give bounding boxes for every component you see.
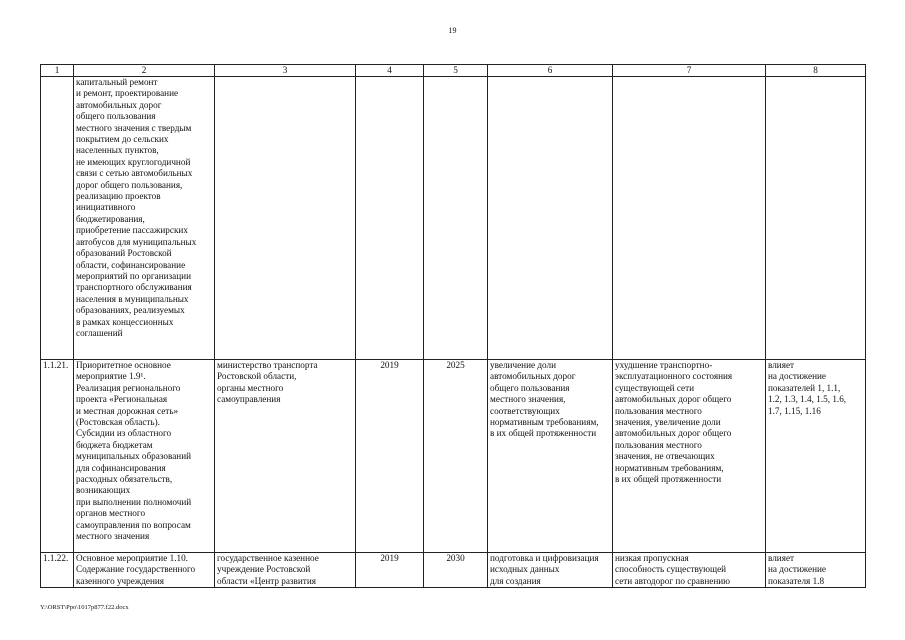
consequence: ухудшение транспортно- эксплуатационного состояния существующей сети автомобильных дорог общего пользования местного значения, увеличение доли автомобильных дорог общего пользования местного значения, не отвечающих нормативным требованиям, в их общей протяженности bbox=[613, 360, 766, 553]
consequence bbox=[613, 77, 766, 360]
column-number: 5 bbox=[424, 65, 488, 77]
end-year: 2025 bbox=[424, 360, 488, 553]
activity-name: Основное мероприятие 1.10. Содержание государственного казенного учреждения bbox=[74, 553, 215, 588]
document-file-path: Y:\ORST\Ppo\1017p877.f22.docx bbox=[40, 604, 129, 611]
column-number-row bbox=[41, 65, 866, 77]
column-number: 3 bbox=[215, 65, 356, 77]
activities-table bbox=[40, 64, 866, 588]
expected-result: увеличение доли автомобильных дорог общего пользования местного значения, соответствующих нормативным требованиям, в их общей протяженности bbox=[488, 360, 613, 553]
page-number: 19 bbox=[448, 26, 457, 35]
indicator-link bbox=[766, 77, 866, 360]
table-row bbox=[41, 77, 866, 360]
executor: государственное казенное учреждение Ростовской области «Центр развития bbox=[215, 553, 356, 588]
expected-result bbox=[488, 77, 613, 360]
expected-result: подготовка и цифровизация исходных данных для создания bbox=[488, 553, 613, 588]
indicator-link: влияет на достижение показателя 1.8 bbox=[766, 553, 866, 588]
start-year: 2019 bbox=[356, 553, 424, 588]
column-number: 2 bbox=[74, 65, 215, 77]
column-number: 1 bbox=[41, 65, 74, 77]
end-year: 2030 bbox=[424, 553, 488, 588]
row-number: 1.1.21. bbox=[41, 360, 74, 553]
table-row bbox=[41, 553, 866, 588]
indicator-link: влияет на достижение показателей 1, 1.1, 1.2, 1.3, 1.4, 1.5, 1.6, 1.7, 1.15, 1.16 bbox=[766, 360, 866, 553]
executor bbox=[215, 77, 356, 360]
start-year: 2019 bbox=[356, 360, 424, 553]
column-number: 8 bbox=[766, 65, 866, 77]
activity-name: Приоритетное основное мероприятие 1.9¹. Реализация регионального проекта «Региональная и местная дорожная сеть» (Ростовская область). Субсидии из областного бюджета бюджетам муниципальных образований для софинансирования расходных обязательств, возникающих при выполнении полномочий органов местного самоуправления по вопросам местного значения bbox=[74, 360, 215, 553]
row-number: 1.1.22. bbox=[41, 553, 74, 588]
column-number: 6 bbox=[488, 65, 613, 77]
column-number: 7 bbox=[613, 65, 766, 77]
end-year bbox=[424, 77, 488, 360]
column-number: 4 bbox=[356, 65, 424, 77]
consequence: низкая пропускная способность существующей сети автодорог по сравнению bbox=[613, 553, 766, 588]
start-year bbox=[356, 77, 424, 360]
row-number bbox=[41, 77, 74, 360]
activity-name: капитальный ремонт и ремонт, проектирование автомобильных дорог общего пользования местного значения с твердым покрытием до сельских населенных пунктов, не имеющих круглогодичной связи с сетью автомобильных дорог общего пользования, реализацию проектов инициативного бюджетирования, приобретение пассажирских автобусов для муниципальных образований Ростовской области, софинансирование мероприятий по организации транспортного обслуживания населения в муниципальных образованиях, реализуемых в рамках концессионных соглашений bbox=[74, 77, 215, 360]
executor: министерство транспорта Ростовской области, органы местного самоуправления bbox=[215, 360, 356, 553]
table-row bbox=[41, 360, 866, 553]
